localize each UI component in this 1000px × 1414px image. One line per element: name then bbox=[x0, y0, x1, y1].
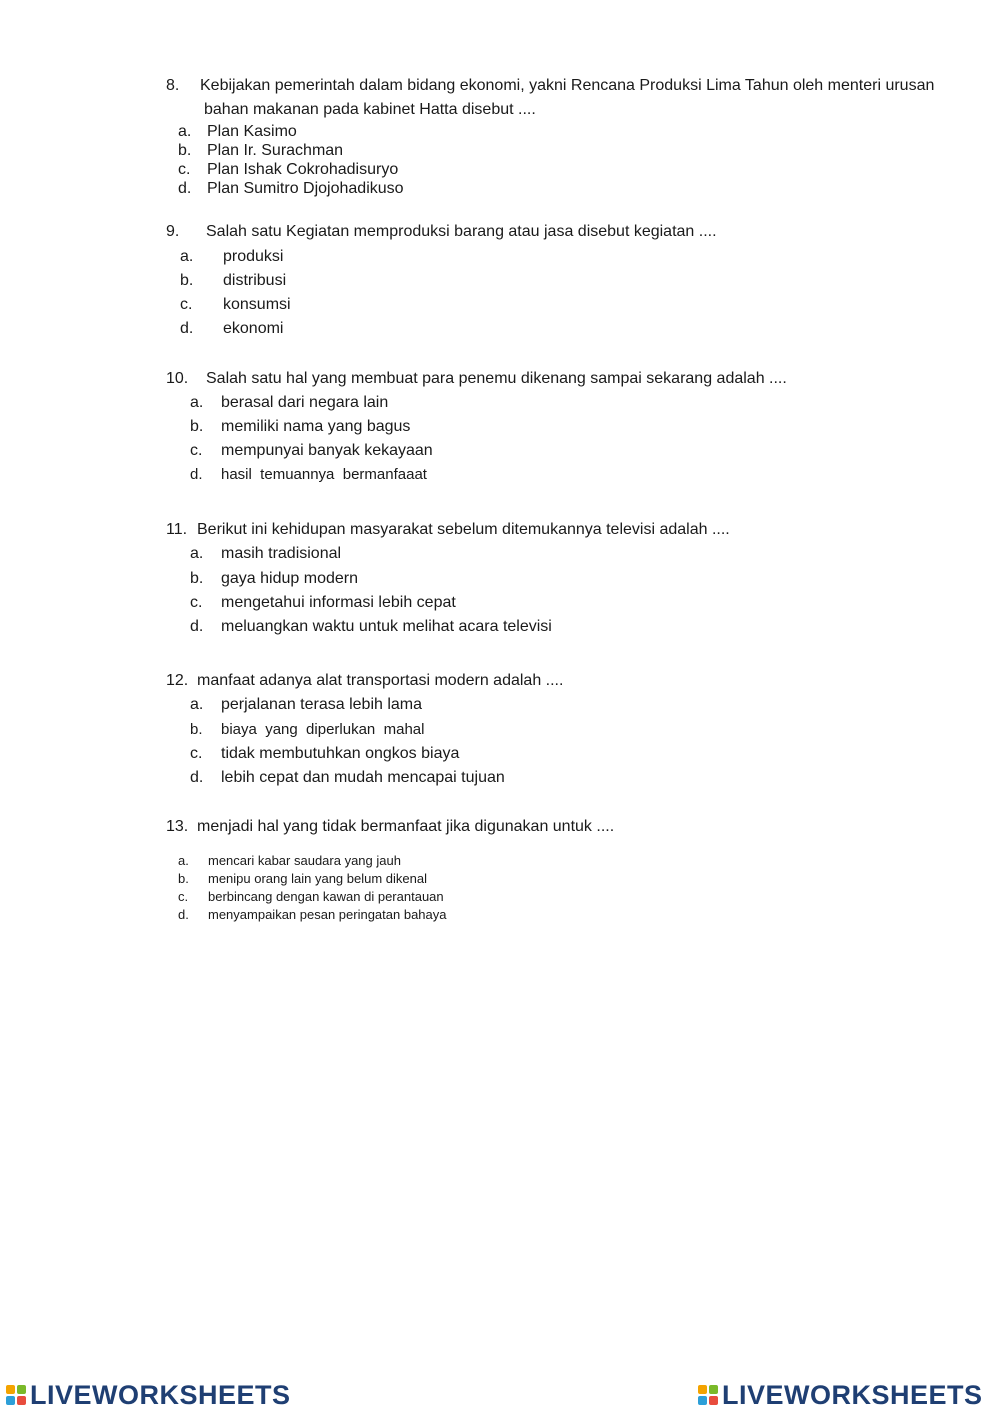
logo-square-icon bbox=[6, 1396, 15, 1405]
option-letter: d. bbox=[190, 466, 203, 483]
option-letter: d. bbox=[178, 907, 189, 922]
question-8 bbox=[166, 75, 986, 205]
option-letter: c. bbox=[180, 296, 193, 313]
option-letter: c. bbox=[190, 745, 203, 762]
option-text: hasil temuannya bermanfaaat bbox=[221, 466, 427, 483]
option-text: lebih cepat dan mudah mencapai tujuan bbox=[221, 769, 505, 786]
question-number: 8. bbox=[166, 77, 180, 94]
logo-text: LIVEWORKSHEETS bbox=[30, 1379, 291, 1410]
question-number: 11. bbox=[166, 521, 188, 538]
liveworksheets-logo-left[interactable] bbox=[6, 1378, 291, 1412]
option-text: perjalanan terasa lebih lama bbox=[221, 696, 423, 713]
option-text: mengetahui informasi lebih cepat bbox=[221, 594, 456, 611]
option-letter: d. bbox=[190, 769, 204, 786]
option-letter: d. bbox=[190, 618, 204, 635]
logo-square-icon bbox=[17, 1396, 26, 1405]
option-letter: a. bbox=[190, 545, 204, 562]
logo-text: LIVEWORKSHEETS bbox=[722, 1379, 983, 1410]
question-number: 12. bbox=[166, 672, 189, 689]
option-letter: b. bbox=[190, 418, 204, 435]
option-text: tidak membutuhkan ongkos biaya bbox=[221, 745, 460, 762]
option-letter: b. bbox=[190, 570, 204, 587]
logo-square-icon bbox=[709, 1396, 718, 1405]
option-letter: b. bbox=[178, 142, 192, 159]
option-letter: c. bbox=[178, 889, 189, 904]
option-text: biaya yang diperlukan mahal bbox=[221, 721, 425, 738]
question-text: Kebijakan pemerintah dalam bidang ekonomi, yakni Rencana Produksi Lima Tahun oleh menteri urusan bbox=[200, 77, 935, 94]
option-letter: b. bbox=[190, 721, 203, 738]
option-text: Plan Sumitro Djojohadikuso bbox=[207, 180, 404, 197]
logo-square-icon bbox=[6, 1385, 15, 1394]
option-text: Plan Kasimo bbox=[207, 123, 297, 140]
option-text: berbincang dengan kawan di perantauan bbox=[208, 889, 444, 904]
option-text: memiliki nama yang bagus bbox=[221, 418, 411, 435]
question-number: 13. bbox=[166, 818, 189, 835]
option-text: ekonomi bbox=[223, 320, 284, 337]
question-text: menjadi hal yang tidak bermanfaat jika digunakan untuk .... bbox=[197, 818, 615, 835]
option-text: produksi bbox=[223, 248, 284, 265]
option-text: mencari kabar saudara yang jauh bbox=[208, 853, 401, 868]
question-10 bbox=[166, 368, 986, 493]
question-text: manfaat adanya alat transportasi modern adalah .... bbox=[197, 672, 564, 689]
option-letter: a. bbox=[178, 853, 189, 868]
question-11 bbox=[166, 519, 986, 644]
option-text: berasal dari negara lain bbox=[221, 394, 389, 411]
option-letter: b. bbox=[178, 871, 189, 886]
liveworksheets-logo-right[interactable] bbox=[698, 1378, 983, 1412]
logo-square-icon bbox=[17, 1385, 26, 1394]
option-text: mempunyai banyak kekayaan bbox=[221, 442, 433, 459]
question-number: 10. bbox=[166, 370, 189, 387]
option-letter: a. bbox=[190, 394, 204, 411]
liveworksheets-mark-icon bbox=[6, 1385, 26, 1405]
question-9 bbox=[166, 221, 986, 346]
question-number: 9. bbox=[166, 223, 180, 240]
option-text: Plan Ir. Surachman bbox=[207, 142, 344, 159]
question-text: Salah satu Kegiatan memproduksi barang atau jasa disebut kegiatan .... bbox=[206, 223, 717, 240]
question-12 bbox=[166, 670, 986, 795]
option-letter: c. bbox=[178, 161, 191, 178]
option-letter: c. bbox=[190, 442, 203, 459]
logo-square-icon bbox=[698, 1385, 707, 1394]
logo-square-icon bbox=[698, 1396, 707, 1405]
option-letter: a. bbox=[180, 248, 194, 265]
option-letter: a. bbox=[178, 123, 192, 140]
option-letter: a. bbox=[190, 696, 204, 713]
option-text: distribusi bbox=[223, 272, 287, 289]
option-letter: c. bbox=[190, 594, 203, 611]
question-text: Salah satu hal yang membuat para penemu dikenang sampai sekarang adalah .... bbox=[206, 370, 787, 387]
option-text: masih tradisional bbox=[221, 545, 342, 562]
question-text: Berikut ini kehidupan masyarakat sebelum ditemukannya televisi adalah .... bbox=[197, 521, 730, 538]
logo-square-icon bbox=[709, 1385, 718, 1394]
option-letter: d. bbox=[178, 180, 192, 197]
liveworksheets-mark-icon bbox=[698, 1385, 718, 1405]
option-text: gaya hidup modern bbox=[221, 570, 358, 587]
option-text: meluangkan waktu untuk melihat acara televisi bbox=[221, 618, 552, 635]
question-text-continued: bahan makanan pada kabinet Hatta disebut .... bbox=[204, 101, 536, 118]
question-13 bbox=[166, 816, 986, 931]
option-text: konsumsi bbox=[223, 296, 291, 313]
option-text: menipu orang lain yang belum dikenal bbox=[208, 871, 427, 886]
option-letter: d. bbox=[180, 320, 194, 337]
option-letter: b. bbox=[180, 272, 194, 289]
option-text: Plan Ishak Cokrohadisuryo bbox=[207, 161, 399, 178]
option-text: menyampaikan pesan peringatan bahaya bbox=[208, 907, 447, 922]
